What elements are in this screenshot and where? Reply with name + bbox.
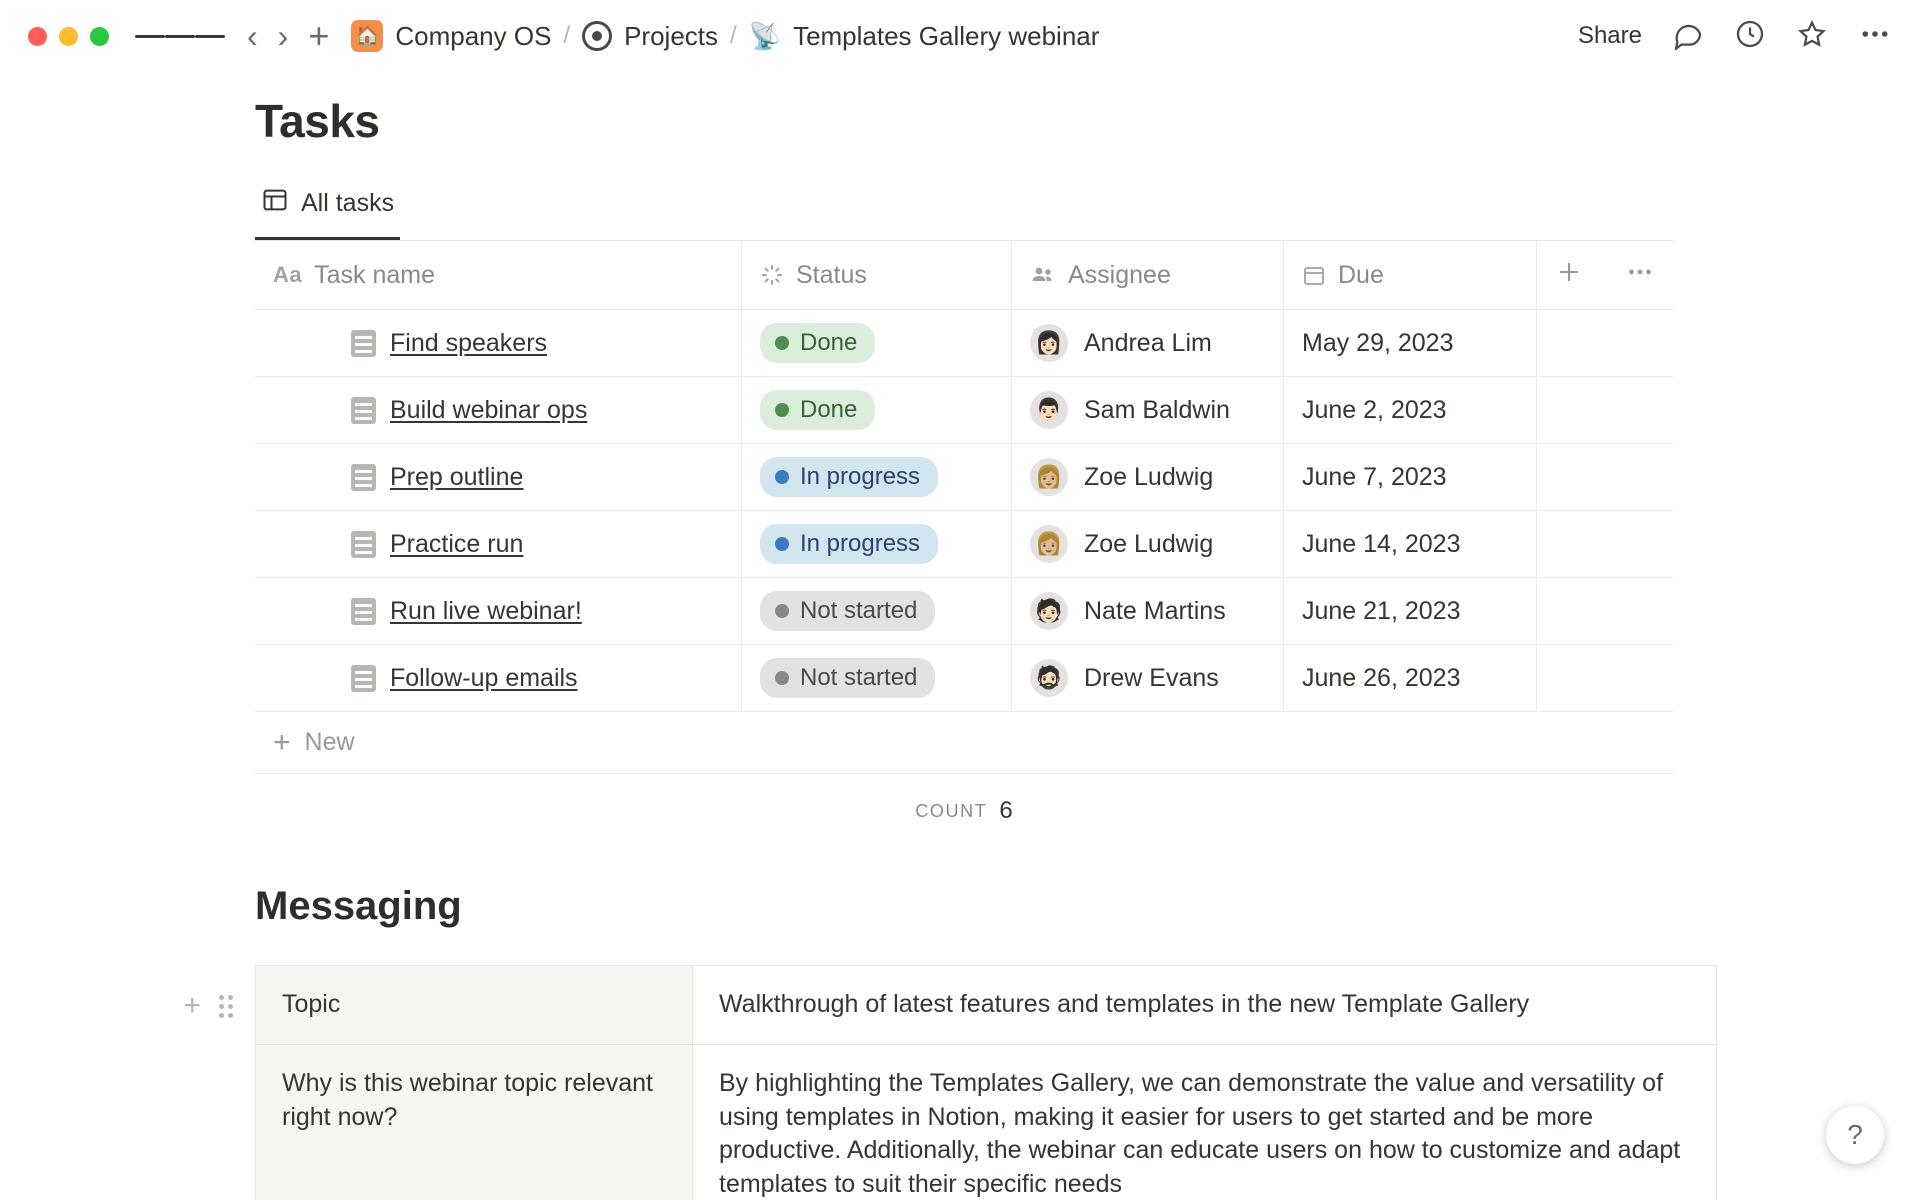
status-label: Done <box>800 396 858 423</box>
person-icon <box>1030 263 1056 287</box>
plus-icon: + <box>273 725 291 759</box>
cell-status[interactable] <box>742 377 1012 443</box>
page-icon <box>351 665 376 692</box>
calendar-icon <box>1302 263 1326 287</box>
task-name-link[interactable]: Follow-up emails <box>390 663 578 692</box>
due-date: June 21, 2023 <box>1302 596 1461 625</box>
assignee-name: Zoe Ludwig <box>1084 529 1214 558</box>
status-dot <box>775 604 789 618</box>
messaging-value[interactable]: By highlighting the Templates Gallery, we can demonstrate the value and versatility of using templates in Notion, making it easier for users to get started and be more productive. Additionally, the webinar can educate users on how to customize and adapt templates to suit their specific needs <box>719 1068 1681 1198</box>
status-dot <box>775 537 789 551</box>
clock-icon[interactable] <box>1734 18 1766 55</box>
chevron-left-icon[interactable]: ‹ <box>247 18 258 54</box>
cell-status[interactable] <box>742 645 1012 711</box>
cell-task-name[interactable] <box>255 578 742 644</box>
breadcrumb-item-current-page[interactable] <box>749 21 1100 52</box>
status-dot <box>775 671 789 685</box>
avatar: 👨🏻 <box>1030 391 1068 429</box>
page-icon <box>351 397 376 424</box>
close-window-button[interactable] <box>28 27 47 46</box>
column-header-due[interactable] <box>1284 241 1537 309</box>
due-date: June 2, 2023 <box>1302 395 1447 424</box>
column-label: Due <box>1338 260 1384 289</box>
maximize-window-button[interactable] <box>90 27 109 46</box>
cell-status[interactable] <box>742 444 1012 510</box>
chevron-right-icon[interactable]: › <box>277 18 289 54</box>
cell-assignee[interactable] <box>1012 645 1284 711</box>
cell-assignee[interactable] <box>1012 310 1284 376</box>
table-row[interactable] <box>255 310 1673 377</box>
help-button[interactable]: ? <box>1826 1106 1884 1164</box>
messaging-heading: Messaging <box>255 884 462 928</box>
column-actions <box>1537 241 1673 309</box>
page-icon <box>351 464 376 491</box>
avatar: 🧔🏻 <box>1030 659 1068 697</box>
cell-assignee[interactable] <box>1012 444 1284 510</box>
breadcrumb-label: Company OS <box>395 20 552 51</box>
status-badge <box>760 591 935 631</box>
cell-empty <box>1537 310 1673 376</box>
cell-due[interactable] <box>1284 310 1537 376</box>
status-label: Not started <box>800 664 918 691</box>
cell-status[interactable] <box>742 578 1012 644</box>
table-row[interactable] <box>256 966 1716 1045</box>
cell-assignee[interactable] <box>1012 377 1284 443</box>
text-type-icon: Aa <box>273 262 303 287</box>
page-icon <box>351 598 376 625</box>
table-icon <box>261 186 289 221</box>
page-content <box>0 94 1920 1200</box>
satellite-icon: 📡 <box>748 21 782 51</box>
messaging-value[interactable]: Walkthrough of latest features and templates in the new Template Gallery <box>719 990 1530 1018</box>
add-column-button[interactable] <box>1555 258 1583 293</box>
more-horizontal-icon[interactable] <box>1858 18 1892 55</box>
breadcrumb-item-company-os[interactable] <box>351 20 551 52</box>
assignee-name: Sam Baldwin <box>1084 395 1230 424</box>
due-date: May 29, 2023 <box>1302 328 1454 357</box>
table-row[interactable] <box>256 1045 1716 1200</box>
cell-empty <box>1537 578 1673 644</box>
column-header-status[interactable] <box>742 241 1012 309</box>
task-name-link[interactable]: Practice run <box>390 529 524 558</box>
column-header-assignee[interactable] <box>1012 241 1284 309</box>
cell-assignee[interactable] <box>1012 511 1284 577</box>
database-tabs <box>255 186 1920 240</box>
target-icon <box>582 21 612 51</box>
page-icon <box>351 531 376 558</box>
cell-empty <box>1537 377 1673 443</box>
status-badge <box>760 457 938 497</box>
hamburger-icon[interactable] <box>135 29 225 44</box>
grip-icon[interactable] <box>219 995 233 1018</box>
assignee-name: Nate Martins <box>1084 596 1226 625</box>
status-badge <box>760 390 875 430</box>
block-handles <box>160 965 255 1023</box>
breadcrumb-label: Templates Gallery webinar <box>793 20 1100 51</box>
due-date: June 14, 2023 <box>1302 529 1461 558</box>
minimize-window-button[interactable] <box>59 27 78 46</box>
assignee-name: Andrea Lim <box>1084 328 1212 357</box>
cell-due[interactable] <box>1284 578 1537 644</box>
assignee-name: Zoe Ludwig <box>1084 462 1214 491</box>
messaging-key: Topic <box>256 966 693 1044</box>
cell-empty <box>1537 444 1673 510</box>
cell-task-name[interactable] <box>255 444 742 510</box>
table-row[interactable] <box>255 444 1673 511</box>
task-name-link[interactable]: Prep outline <box>390 462 524 491</box>
task-name-link[interactable]: Find speakers <box>390 328 548 357</box>
cell-empty <box>1537 645 1673 711</box>
status-dot <box>775 336 789 350</box>
cell-task-name[interactable] <box>255 310 742 376</box>
star-icon[interactable] <box>1796 18 1828 55</box>
status-label: Done <box>800 329 858 356</box>
top-bar-actions <box>1578 18 1892 55</box>
breadcrumb-separator: / <box>730 22 737 49</box>
breadcrumb <box>351 20 1099 52</box>
new-row-button[interactable] <box>255 712 1673 774</box>
cell-status[interactable] <box>742 511 1012 577</box>
breadcrumb-item-projects[interactable] <box>582 21 718 52</box>
cell-due[interactable] <box>1284 511 1537 577</box>
status-badge <box>760 658 935 698</box>
tasks-table <box>255 240 1673 712</box>
table-row[interactable] <box>255 511 1673 578</box>
cell-task-name[interactable] <box>255 377 742 443</box>
status-label: Not started <box>800 597 918 624</box>
plus-icon[interactable]: + <box>308 15 330 56</box>
row-count <box>255 774 1673 848</box>
cell-task-name[interactable] <box>255 511 742 577</box>
status-label: In progress <box>800 530 921 557</box>
page-title: Tasks <box>255 95 380 147</box>
status-dot <box>775 470 789 484</box>
column-header-task-name[interactable] <box>255 241 742 309</box>
status-dot <box>775 403 789 417</box>
messaging-block <box>160 965 1920 1200</box>
status-badge <box>760 524 938 564</box>
column-label: Status <box>796 260 867 289</box>
assignee-name: Drew Evans <box>1084 663 1219 692</box>
home-icon: 🏠 <box>351 20 383 52</box>
table-row[interactable] <box>255 578 1673 645</box>
cell-assignee[interactable] <box>1012 578 1284 644</box>
cell-status[interactable] <box>742 310 1012 376</box>
due-date: June 7, 2023 <box>1302 462 1447 491</box>
cell-empty <box>1537 511 1673 577</box>
page-icon <box>351 330 376 357</box>
cell-due[interactable] <box>1284 645 1537 711</box>
avatar: 🧑🏻 <box>1030 592 1068 630</box>
count-value: 6 <box>999 797 1013 824</box>
table-row[interactable] <box>255 645 1673 712</box>
column-label: Assignee <box>1068 260 1171 289</box>
new-row-label: New <box>304 728 355 756</box>
column-options-button[interactable] <box>1625 258 1655 293</box>
tab-all-tasks[interactable] <box>255 186 400 240</box>
task-name-link[interactable]: Run live webinar! <box>390 596 582 625</box>
top-bar <box>0 0 1920 72</box>
table-row[interactable] <box>255 377 1673 444</box>
avatar: 👩🏼 <box>1030 525 1068 563</box>
share-button[interactable]: Share <box>1577 22 1642 49</box>
status-icon <box>760 263 784 287</box>
messaging-key: Why is this webinar topic relevant right now? <box>256 1045 693 1200</box>
table-header-row <box>255 241 1673 310</box>
due-date: June 26, 2023 <box>1302 663 1461 692</box>
window-controls <box>28 27 109 46</box>
cell-due[interactable] <box>1284 444 1537 510</box>
count-label: COUNT <box>915 800 988 821</box>
avatar: 👩🏻 <box>1030 324 1068 362</box>
column-label: Task name <box>314 260 436 289</box>
plus-icon[interactable]: + <box>183 989 201 1022</box>
avatar: 👩🏼 <box>1030 458 1068 496</box>
status-label: In progress <box>800 463 921 490</box>
task-name-link[interactable]: Build webinar ops <box>390 395 588 424</box>
messaging-table <box>255 965 1717 1200</box>
status-badge <box>760 323 875 363</box>
breadcrumb-separator: / <box>563 22 571 49</box>
breadcrumb-label: Projects <box>624 20 719 51</box>
tab-label: All tasks <box>301 189 395 217</box>
cell-task-name[interactable] <box>255 645 742 711</box>
comment-icon[interactable] <box>1672 18 1704 55</box>
cell-due[interactable] <box>1284 377 1537 443</box>
